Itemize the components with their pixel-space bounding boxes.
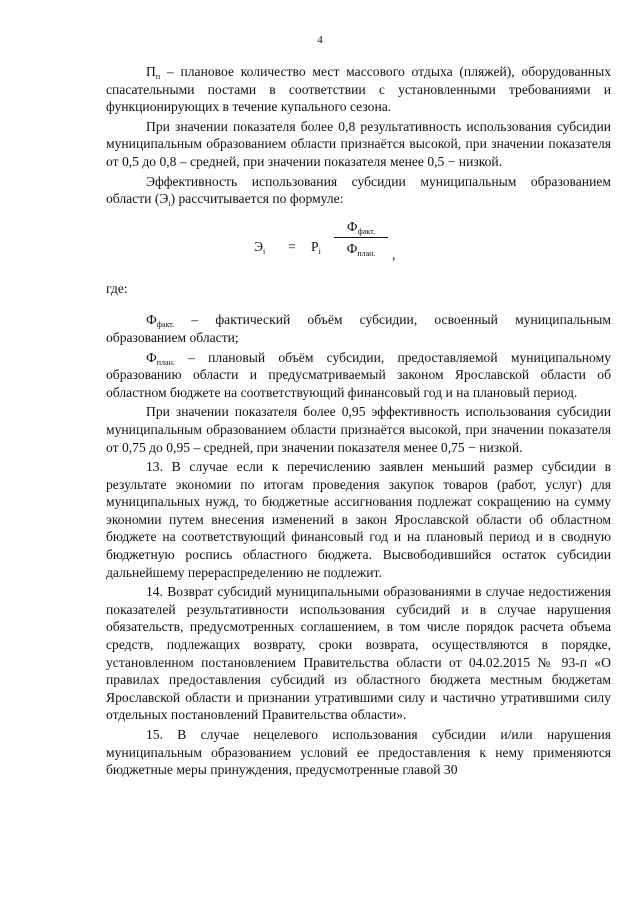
page-number: 4 xyxy=(317,34,323,46)
paragraph-text: ) рассчитывается по формуле: xyxy=(170,191,344,207)
symbol-p: П xyxy=(146,64,156,79)
formula-lhs: $Э_i$ xyxy=(254,238,266,256)
symbol-p-subscript: п xyxy=(155,72,161,81)
formula-denominator: $Ф_{план.}$ xyxy=(346,240,376,258)
formula-p: $Р_i$ xyxy=(311,238,321,256)
where-label: где: xyxy=(106,280,128,296)
paragraph-fact-definition: $Ф_{факт.}$ – фактический объём субсидии, освоенный муниципальным образованием области; xyxy=(106,312,611,345)
paragraph-item-15: 15. В случае нецелевого использования субсидии и/или нарушения муниципальным образованием условий ее предоставления к нему применяются бюджетные меры принуждения, предусмотренные главой 30 xyxy=(106,727,611,778)
efficiency-formula xyxy=(106,218,611,276)
paragraph-efficiency-intro xyxy=(106,173,611,208)
paragraph-text: – плановое количество мест массового отдыха (пляжей), оборудованных спасательными постами в соответствии с установленными требованиями и функционирующих в течение купального сезона. xyxy=(106,64,611,115)
paragraph-item-14: 14. Возврат субсидий муниципальными образованиями в случае недостижения показателей результативности использования субсидий и в случае нарушения обязательств, предусмотренных соглашением, в том числе порядок расчета объема средств, подлежащих возврату, сроки возврата, осуществляются в порядке, установленном постановлением Правительства области от 04.02.2015 № 93-п «О правилах предоставления субсидий из областного бюджета местным бюджетам Ярославской области и признании утратившими силу и частично утратившими силу отдельных постановлений Правительства области». xyxy=(106,584,611,723)
paragraph-plan-definition: $Ф_{план.}$ – плановый объём субсидии, предоставляемой муниципальному образованию области и предусматриваемый законом Ярославской области об областном бюджете на соответствующий финансовый год и на плановый период. xyxy=(106,349,611,400)
formula-numerator: $Ф_{факт.}$ xyxy=(334,218,388,238)
formula-fraction xyxy=(334,218,388,259)
symbol-subscript: i xyxy=(168,199,171,209)
paragraph-item-13: 13. В случае если к перечислению заявлен меньший размер субсидии в результате экономии по итогам проведения закупок товаров (работ, услуг) для муниципальных нужд, то бюджетные ассигнования подлежат сокращению на сумму экономии путем внесения изменений в закон Ярославской области об областном бюджете на соответствующий финансовый год и на плановый период и в сводную бюджетную роспись областного бюджета. Высвободившийся остаток субсидии дальнейшему перераспределению не подлежит. xyxy=(106,459,611,580)
paragraph-result-thresholds: При значении показателя более 0,8 результативность использования субсидии муниципальным образованием области признаётся высокой, при значении показателя от 0,5 до 0,8 – средней, при значении показателя менее 0,5 − низкой. xyxy=(106,118,611,169)
document-body xyxy=(106,63,611,781)
paragraph-efficiency-thresholds: При значении показателя более 0,95 эффективность использования субсидии муниципальным образованием области признаётся высокой, при значении показателя от 0,75 до 0,95 – средней, при значении показателя менее 0,75 − низкой. xyxy=(106,404,611,455)
formula-equals: = xyxy=(288,238,296,254)
paragraph-pp-definition xyxy=(106,63,611,116)
paragraph-text: Эффективность использования субсидии муниципальным образованием области (Э xyxy=(106,173,611,207)
formula-comma: , xyxy=(392,246,396,262)
